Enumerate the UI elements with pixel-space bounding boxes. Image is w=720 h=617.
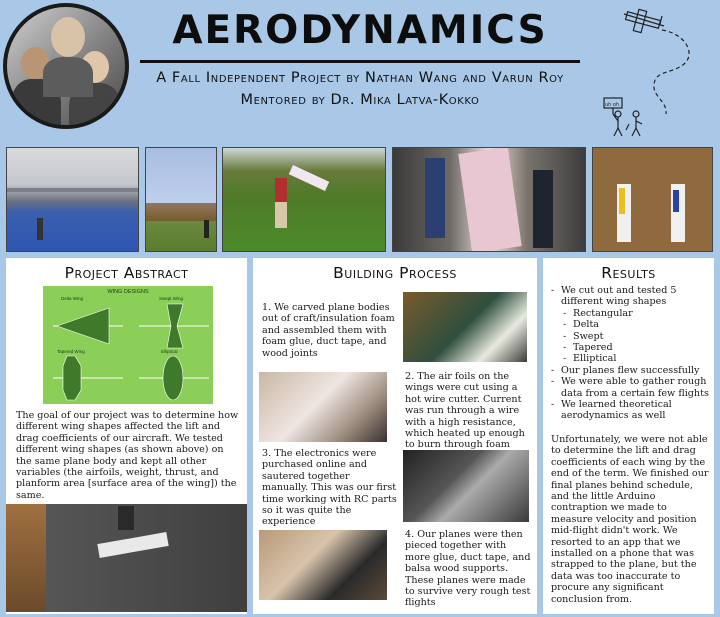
delta-wing-shape — [57, 308, 109, 344]
subtitle-mentor: Mentored by Dr. Mika Latva-Kokko — [240, 92, 480, 108]
gym-flight-photo — [6, 147, 139, 252]
abstract-heading: Project Abstract — [64, 264, 189, 282]
title-underline — [140, 60, 580, 63]
results-list — [551, 285, 711, 422]
building-step-3: 3. The electronics were purchased online and sautered together manually. This was our first time working with RC parts so it was quite the experience — [262, 448, 397, 528]
result-item: - We learned theoretical aerodynamics as well — [551, 399, 711, 422]
plane-doodle-illustration — [596, 4, 720, 138]
subtitle-authors: A Fall Independent Project by Nathan Wang and Varun Roy — [156, 70, 564, 86]
label-delta-wing: Delta Wing — [61, 296, 84, 301]
label-tapered-wing: Tapered Wing — [57, 349, 85, 354]
hot-wire-cutting-photo — [259, 372, 387, 442]
outdoor-sky-photo — [145, 147, 217, 252]
electronics-photo — [592, 147, 713, 252]
elliptical-wing-shape — [163, 356, 183, 400]
label-swept-wing: Swept Wing — [159, 296, 184, 301]
building-step-1: 1. We carved plane bodies out of craft/insulation foam and assembled them with foam glue, duct tape, and wood joints — [262, 302, 395, 359]
project-abstract-panel — [6, 258, 247, 614]
result-item: - We were able to gather rough data from a certain few flights — [551, 376, 711, 399]
result-subitem: - Rectangular — [551, 308, 711, 319]
building-process-panel — [253, 258, 537, 614]
team-portrait-photo — [3, 3, 129, 129]
result-subitem: - Delta — [551, 319, 711, 330]
abstract-text: The goal of our project was to determine how different wing shapes affected the lift and drag coefficients of our aircraft. We tested different wing shapes (as shown above) on the same plane body and kept all other variables (the airfoils, weight, thrust, and planform area [surface area of the wing]) the same. — [16, 410, 239, 501]
label-elliptical-wing: Elliptical — [161, 349, 178, 354]
building-heading: Building Process — [333, 264, 457, 282]
result-subitem: - Elliptical — [551, 353, 711, 364]
assembled-plane-photo — [259, 530, 387, 600]
result-item: - Our planes flew successfully — [551, 365, 711, 376]
workshop-wing-photo — [392, 147, 586, 252]
result-item: - We cut out and tested 5 different wing shapes — [551, 285, 711, 308]
carving-plane-body-photo — [403, 292, 527, 362]
wing-designs-diagram — [43, 286, 213, 404]
wing-designs-title: WING DESIGNS — [107, 289, 149, 295]
result-subitem: - Tapered — [551, 342, 711, 353]
results-panel — [543, 258, 714, 614]
crashed-plane-photo — [6, 504, 247, 612]
tapered-wing-shape — [63, 356, 81, 400]
field-launch-photo — [222, 147, 386, 252]
doodle-sign-text: uh oh — [605, 102, 620, 108]
building-step-2: 2. The air foils on the wings were cut using a hot wire cutter. Current was run through a wire with a high resistance, which heated up enough to burn through foam — [405, 371, 525, 451]
building-step-4: 4. Our planes were then pieced together with more glue, duct tape, and balsa wood supports. These planes were made to survive very rough test flights — [405, 529, 531, 609]
electronics-soldering-photo — [403, 450, 529, 522]
result-subitem: - Swept — [551, 331, 711, 342]
results-conclusion-text: Unfortunately, we were not able to determine the lift and drag coefficients of each wing by the end of the term. We finished our final planes behind schedule, and the little Arduino contraption we made to measure velocity and position mid-flight didn't work. We resorted to an app that we installed on a phone that was strapped to the plane, but the data was too inaccurate to procure any significant conclusion from. — [551, 434, 709, 605]
results-heading: Results — [601, 264, 656, 282]
poster-title: AERODYNAMICS — [172, 8, 548, 53]
